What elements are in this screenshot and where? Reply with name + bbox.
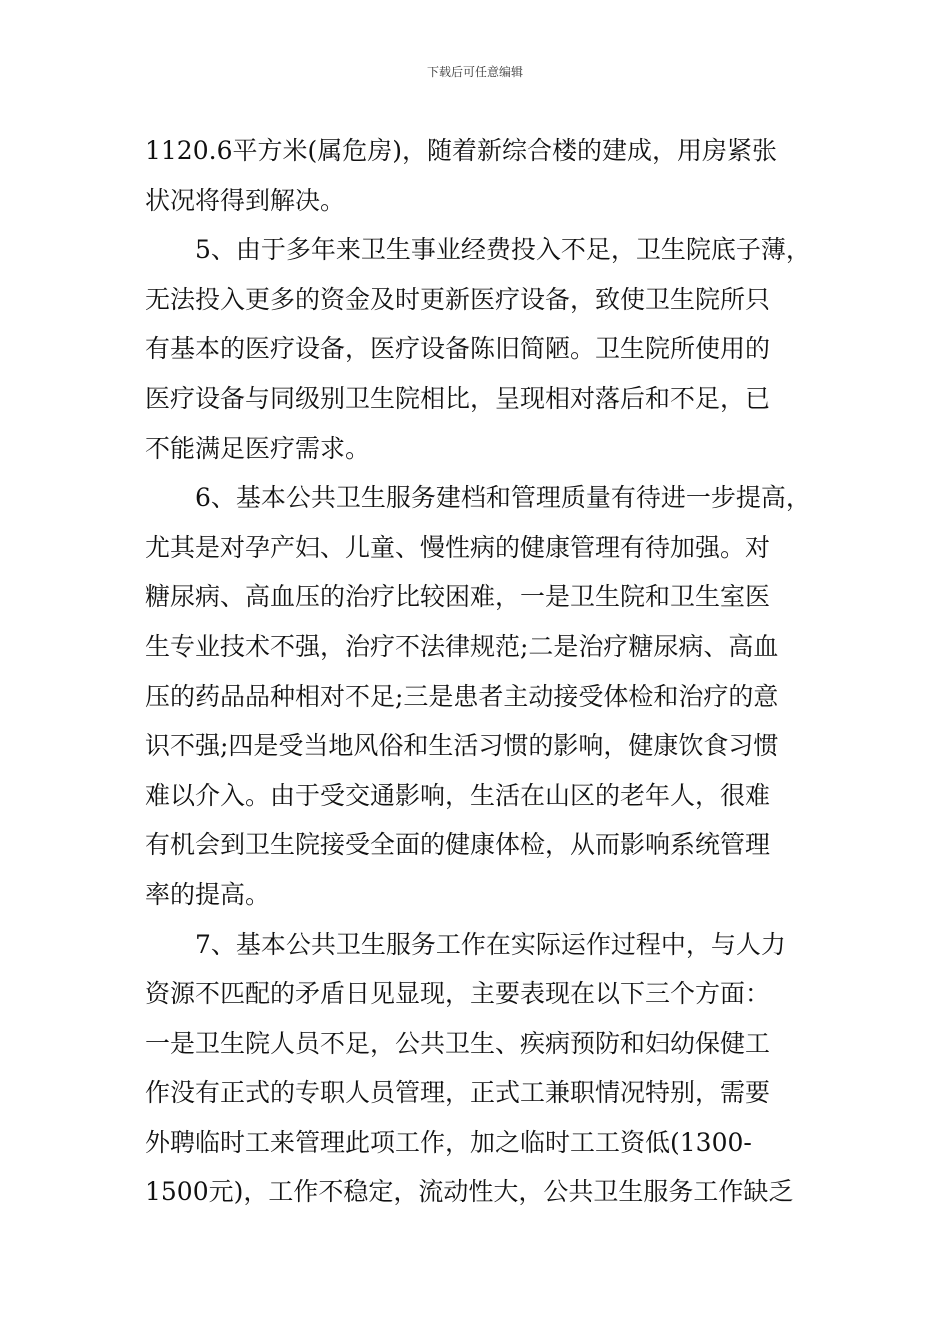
text-line: 不能满足医疗需求。 [145, 433, 371, 463]
text-line: 生专业技术不强，治疗不法律规范;二是治疗糖尿病、高血 [145, 631, 779, 661]
text-line: 难以介入。由于受交通影响，生活在山区的老年人，很难 [145, 780, 771, 810]
text-line: 率的提高。 [145, 879, 271, 909]
text-line: 压的药品品种相对不足;三是患者主动接受体检和治疗的意 [145, 681, 779, 711]
text-line: 识不强;四是受当地风俗和生活习惯的影响，健康饮食习惯 [145, 731, 779, 761]
page-header: 下载后可任意编辑 [426, 65, 523, 79]
paragraph-start-line: 6、基本公共卫生服务建档和管理质量有待进一步提高， [195, 483, 811, 513]
text-line: 资源不匹配的矛盾日见显现，主要表现在以下三个方面： [145, 979, 771, 1009]
text-line: 有机会到卫生院接受全面的健康体检，从而影响系统管理 [145, 830, 771, 860]
text-line: 无法投入更多的资金及时更新医疗设备，致使卫生院所只 [145, 284, 771, 314]
text-line: 状况将得到解决。 [145, 185, 346, 215]
text-line: 糖尿病、高血压的治疗比较困难，一是卫生院和卫生室医 [145, 582, 771, 612]
text-line: 有基本的医疗设备，医疗设备陈旧简陋。卫生院所使用的 [145, 334, 771, 364]
text-line: 1500元)，工作不稳定，流动性大，公共卫生服务工作缺乏 [145, 1177, 794, 1207]
text-line: 医疗设备与同级别卫生院相比，呈现相对落后和不足，已 [145, 383, 771, 413]
text-line: 一是卫生院人员不足，公共卫生、疾病预防和妇幼保健工 [145, 1028, 771, 1058]
text-line: 外聘临时工来管理此项工作，加之临时工工资低(1300- [145, 1127, 752, 1157]
text-line: 尤其是对孕产妇、儿童、慢性病的健康管理有待加强。对 [145, 532, 771, 562]
document-body [145, 126, 810, 1217]
text-line: 作没有正式的专职人员管理，正式工兼职情况特别，需要 [145, 1078, 771, 1108]
paragraph-start-line: 7、基本公共卫生服务工作在实际运作过程中，与人力 [195, 929, 786, 959]
paragraph-start-line: 5、由于多年来卫生事业经费投入不足，卫生院底子薄， [195, 235, 811, 265]
text-line: 1120.6平方米(属危房)，随着新综合楼的建成，用房紧张 [145, 136, 777, 165]
